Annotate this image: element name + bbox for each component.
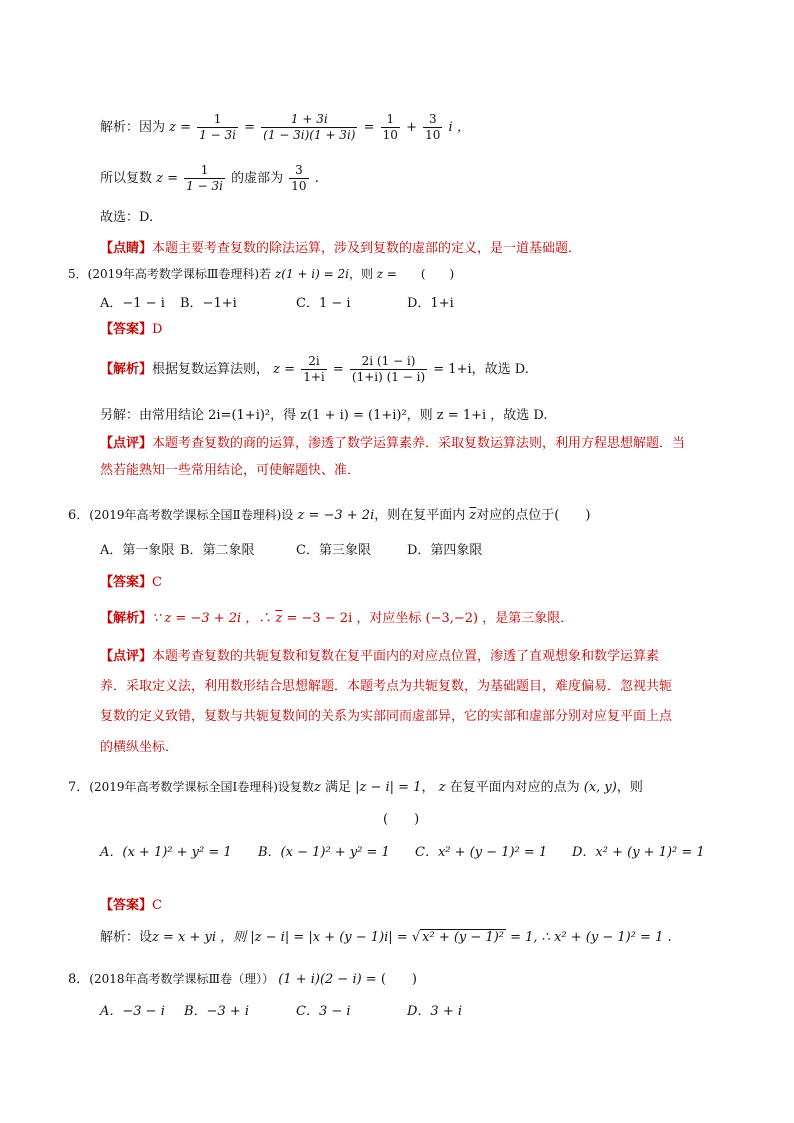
text: D.: [514, 362, 529, 377]
comment-text: 本题考查复数的商的运算，渗透了数学运算素养．采取复数运算法则，利用方程思想解题．当: [152, 436, 686, 451]
math-expr: ∵ z = −3 + 2i ，∴: [152, 611, 272, 626]
option-c: C．第三象限: [296, 543, 371, 558]
frac-den: (1 − 3i)(1 + 3i): [263, 128, 356, 142]
q6-comment-2: 养．采取定义法，利用数形结合思想解题．本题考点为共轭复数，为基础题目，难度偏易．忽视共轭: [100, 679, 673, 694]
q6-stem: [68, 509, 590, 522]
q5-analysis: [100, 354, 529, 385]
text: .: [314, 171, 319, 186]
option-b: B．−3 + i: [184, 1004, 250, 1019]
math-expr: =: [363, 120, 375, 135]
q7-stem: [68, 781, 643, 794]
math-expr: z =: [376, 267, 397, 281]
text: ，则在复平面内: [374, 508, 466, 523]
fraction: [381, 112, 400, 143]
frac-den: 1+i: [303, 370, 325, 384]
math-expr: (x, y): [583, 780, 617, 795]
text: 对应的点位于( ): [476, 508, 591, 523]
option-c: C．x² + (y − 1)² = 1: [415, 845, 548, 860]
math-zbar: $\overline{z}$: [275, 611, 283, 626]
q5-answer: [100, 323, 162, 336]
math-expr: z: [313, 780, 321, 795]
text: 解析：设: [100, 930, 153, 945]
option-b: B．−1+i: [180, 296, 237, 311]
question-source: (2019年高考数学课标Ⅲ卷理科)若: [87, 267, 272, 281]
option-a: A．(x + 1)² + y² = 1: [100, 845, 232, 860]
math-expr: z = x + yi ，则 |z − i| = |x + (y − 1)i| =: [152, 930, 408, 945]
option-d: D．x² + (y + 1)² = 1: [572, 845, 705, 860]
comment-tag: 【点评】: [100, 436, 153, 451]
frac-num: 2i (1 − i): [361, 354, 416, 368]
text: ，则: [348, 267, 373, 281]
math-expr: z(1 + i) = 2i: [274, 267, 349, 281]
frac-num: 1: [386, 112, 395, 126]
q7-analysis: [100, 931, 672, 944]
frac-den: (1+i) (1 − i): [351, 370, 426, 384]
math-expr: z =: [169, 120, 192, 135]
comment-text: 本题考查复数的共轭复数和复数在复平面内的对应点位置，渗透了直观想象和数学运算素: [152, 649, 660, 664]
option-d: D．3 + i: [407, 1004, 463, 1019]
comment-tag: 【点评】: [100, 649, 153, 664]
text: 满足: [324, 780, 351, 795]
option-b: B．(x − 1)² + y² = 1: [258, 845, 390, 860]
analysis-tag: 【解析】: [100, 611, 153, 626]
sqrt-icon: √: [411, 930, 421, 945]
frac-num: 1: [213, 112, 222, 126]
analysis-tag: 【解析】: [100, 362, 153, 377]
text: ，: [421, 780, 435, 795]
answer-blank: ( ): [420, 267, 455, 281]
text: 在复平面内对应的点为: [449, 780, 580, 795]
math-expr: z =: [156, 171, 179, 186]
answer-blank: ( ): [380, 972, 417, 987]
question-source: (2019年高考数学课标全国Ⅰ卷理科)设复数: [89, 780, 314, 794]
frac-num: 1: [200, 163, 209, 177]
text: ，故选: [471, 362, 511, 377]
q5-alt-solution: 另解：由常用结论 2i=(1+i)²，得 z(1 + i) = (1+i)²，则 z = 1+i ，故选 D.: [100, 408, 548, 423]
math-expr: z: [438, 780, 446, 795]
fraction: [261, 112, 357, 143]
math-expr: = 1, ∴ x² + (y − 1)² = 1 .: [510, 930, 672, 945]
frac-num: 2i: [308, 354, 320, 368]
text: 根据复数运算法则，: [152, 362, 270, 377]
question-source: (2018年高考数学课标Ⅲ卷（理））: [89, 972, 275, 986]
q5-comment-2: 然若能熟知一些常用结论，可使解题快、准．: [100, 463, 361, 478]
answer-tag: 【答案】: [100, 898, 153, 913]
q6-analysis: [100, 612, 573, 625]
option-a: A．−3 − i: [100, 1004, 165, 1019]
math-zbar: $\overline{z}$: [469, 508, 477, 523]
option-b: B．第二象限: [180, 543, 255, 558]
fraction: [184, 163, 225, 194]
frac-num: 3: [295, 163, 303, 177]
answer-value: C: [152, 898, 162, 913]
option-c: C．3 − i: [296, 1004, 351, 1019]
q6-comment-4: 的横纵坐标．: [100, 740, 179, 755]
answer-value: D: [152, 322, 163, 337]
q6-comment-3: 复数的定义致错，复数与共轭复数间的关系为实部同而虚部异，它的实部和虚部分别对应复平面上点: [100, 709, 673, 724]
answer-tag: 【答案】: [100, 575, 153, 590]
answer-tag: 【答案】: [100, 322, 153, 337]
frac-den: 10: [382, 128, 398, 142]
question-number: 6．: [68, 508, 90, 523]
option-d: D．第四象限: [407, 543, 483, 558]
fraction: [197, 112, 238, 143]
math-expr: (1 + i)(2 − i) =: [278, 972, 377, 987]
comment-tag: 【点睛】: [100, 241, 153, 256]
text: 所以复数: [100, 171, 153, 186]
fraction: [423, 112, 442, 143]
math-expr: i ，: [448, 120, 470, 135]
question-number: 8．: [68, 972, 90, 987]
text: 的虚部为: [231, 171, 284, 186]
question-number: 7．: [68, 780, 90, 795]
math-expr: = 1+i: [433, 362, 472, 377]
fraction: [301, 354, 327, 385]
option-a: A．第一象限: [100, 543, 175, 558]
question-source: (2019年高考数学课标全国Ⅱ卷理科)设: [89, 508, 294, 522]
fraction: [289, 163, 308, 194]
math-expr: z =: [273, 362, 296, 377]
frac-num: 3: [428, 112, 437, 126]
math-expr: =: [332, 362, 344, 377]
math-expr: |z − i| = 1: [355, 780, 422, 795]
math-expr: =: [244, 120, 256, 135]
text: ，则: [616, 780, 643, 795]
frac-den: 1 − 3i: [186, 179, 223, 193]
math-expr: +: [406, 120, 417, 135]
frac-den: 1 − 3i: [199, 128, 236, 142]
q5-comment-1: [100, 437, 685, 450]
answer-value: C: [152, 575, 162, 590]
q8-stem: [68, 973, 417, 986]
q7-answer: [100, 899, 162, 912]
fraction: [350, 354, 427, 385]
option-c: C．1 − i: [296, 296, 351, 311]
question-number: 5．: [68, 267, 88, 281]
math-expr: z = −3 + 2i: [297, 508, 375, 523]
solution-label: 解析：因为: [100, 120, 166, 135]
prev-comment: [100, 242, 581, 255]
sqrt-content: x² + (y − 1)²: [422, 930, 504, 945]
q6-answer: [100, 576, 162, 589]
prev-solution-line2: [100, 163, 319, 194]
prev-solution-line1: [100, 112, 470, 143]
frac-den: 10: [291, 179, 307, 193]
frac-den: 10: [425, 128, 441, 142]
q7-answer-blank: ( ): [383, 812, 420, 827]
option-a: A．−1 − i: [100, 296, 165, 311]
q6-comment-1: [100, 650, 659, 663]
analysis-text: = −3 − 2i ，对应坐标 (−3,−2) ，是第三象限．: [286, 611, 574, 626]
frac-num: 1 + 3i: [290, 112, 328, 126]
comment-text: 本题主要考查复数的除法运算，涉及到复数的虚部的定义，是一道基础题．: [152, 241, 582, 256]
option-d: D．1+i: [407, 296, 454, 311]
prev-solution-line3: 故选：D.: [100, 210, 154, 225]
q5-stem: [68, 268, 454, 280]
